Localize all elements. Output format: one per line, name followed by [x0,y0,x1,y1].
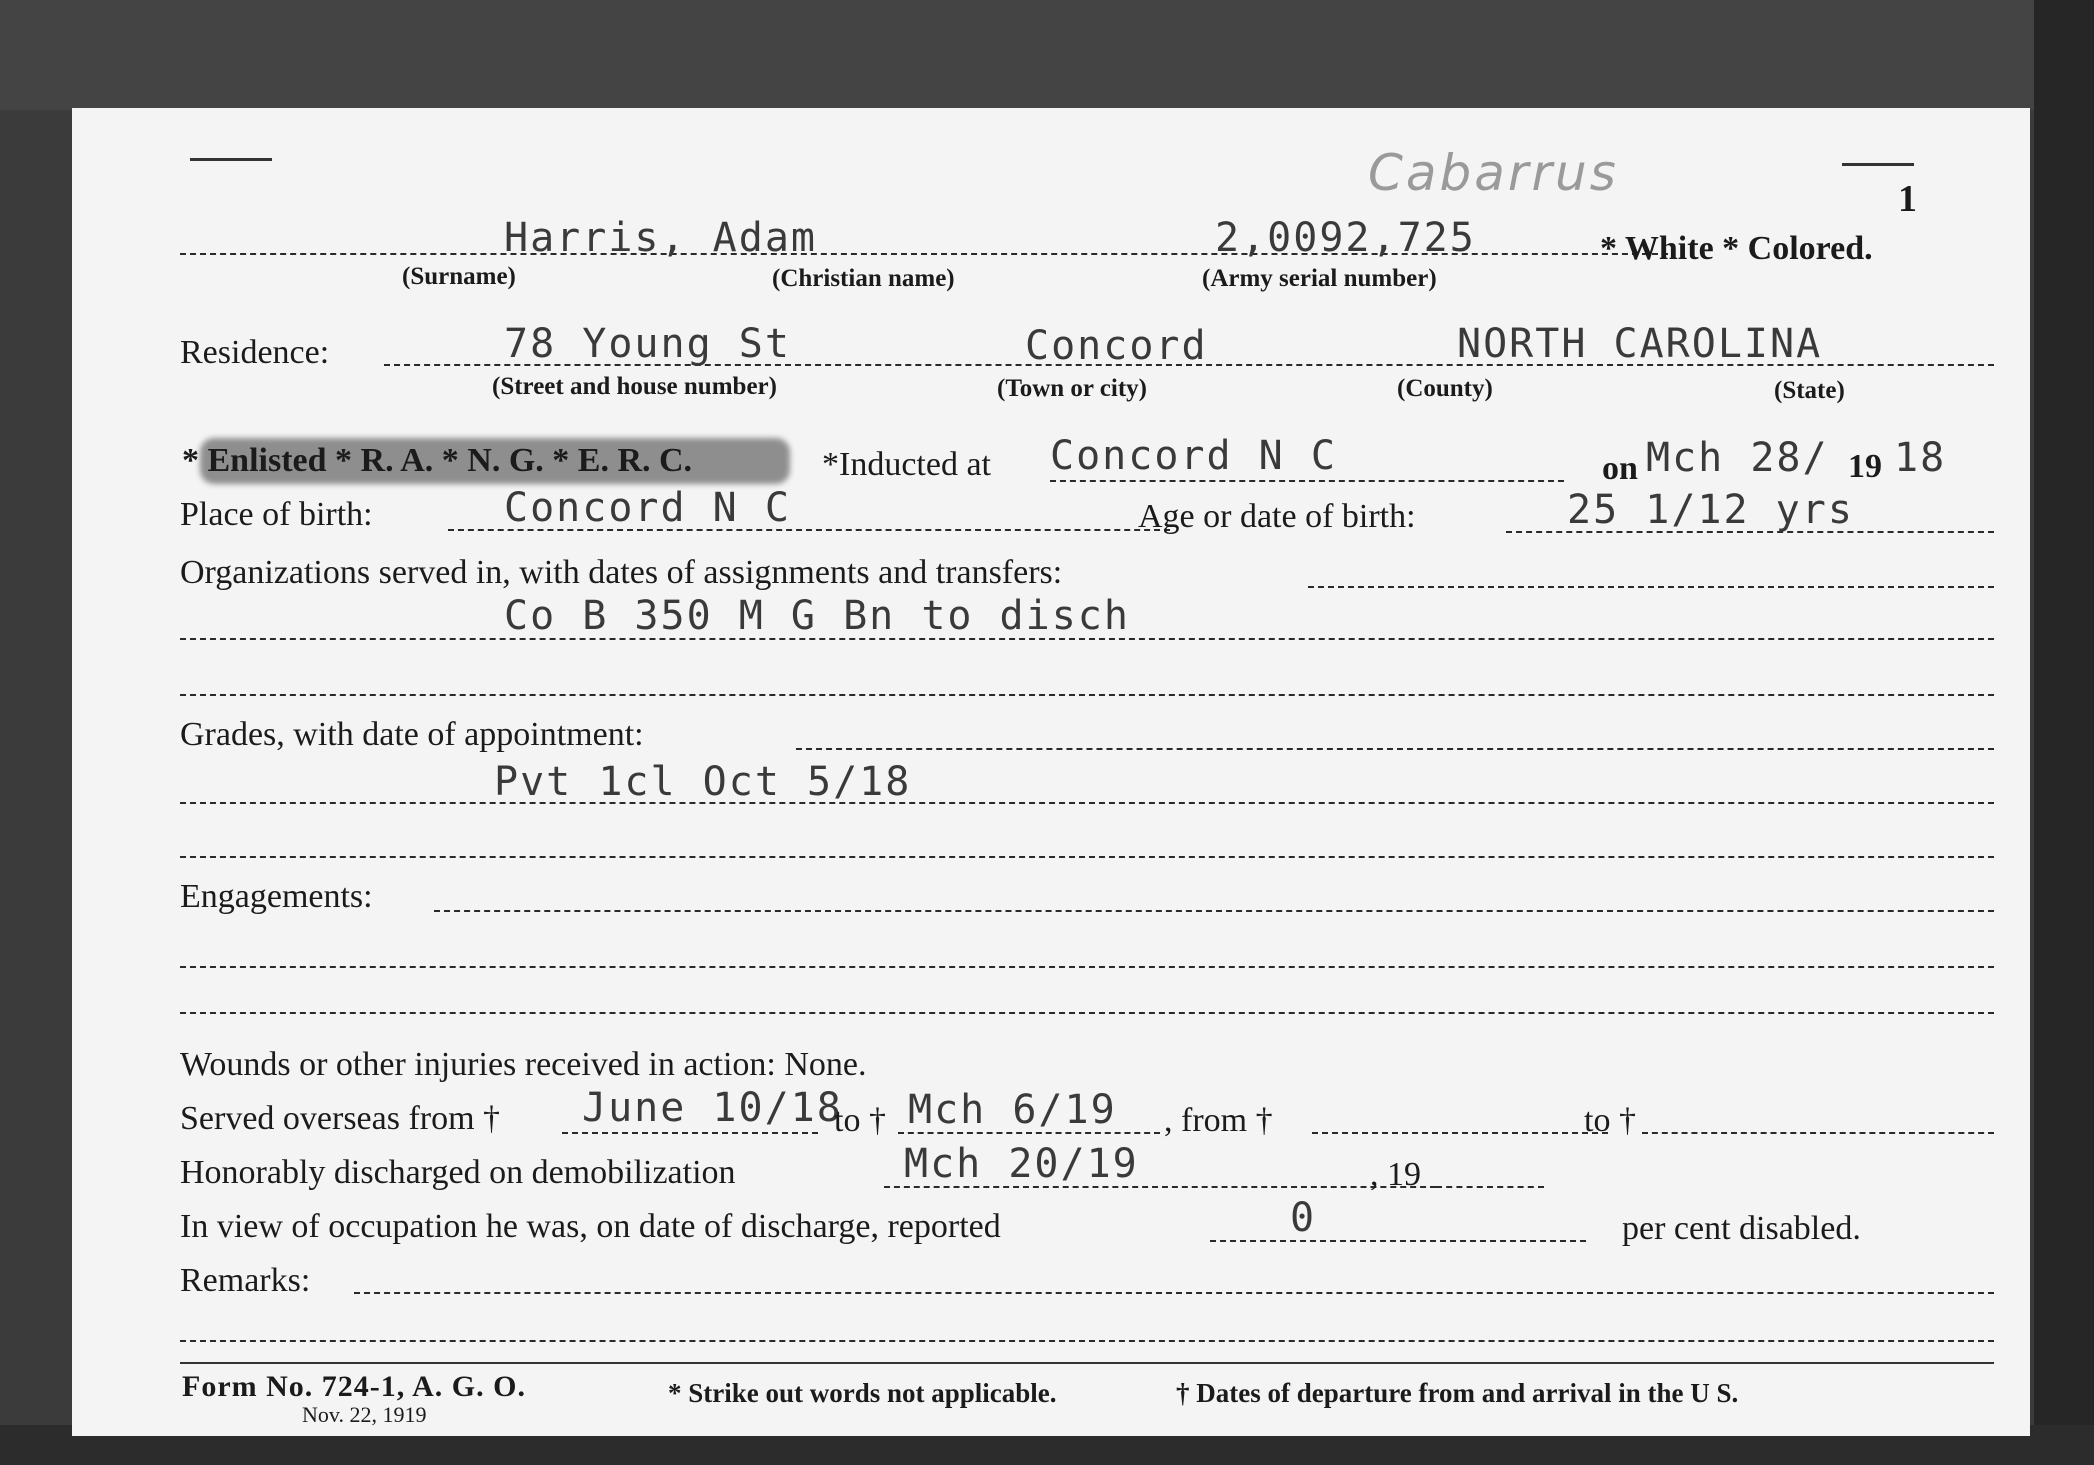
serial-number-value: 2,0092,725 [1215,215,1476,261]
footer-rule [180,1362,1994,1364]
overseas-to2-label: to † [1584,1102,1636,1139]
overseas-to-value: Mch 6/19 [908,1087,1117,1133]
overseas-from2-label: , from † [1164,1102,1273,1139]
residence-street-value: 78 Young St [504,321,791,367]
inducted-at-label: *Inducted at [822,446,991,483]
induction-year-prefix: 19 [1848,448,1882,485]
dates-note: † Dates of departure from and arrival in the U S. [1176,1378,1739,1408]
grades-line-2 [180,802,1994,804]
inducted-at-line [1050,480,1564,482]
surname-caption: (Surname) [402,263,516,290]
overseas-from-value: June 10/18 [582,1085,843,1131]
grades-value: Pvt 1cl Oct 5/18 [494,759,912,805]
overseas-to2-line [1642,1132,1994,1134]
place-of-birth-value: Concord N C [504,485,791,531]
remarks-line-2 [180,1340,1994,1342]
strike-out-note: * Strike out words not applicable. [668,1378,1057,1408]
disability-line [1210,1240,1586,1242]
race-options: * White * Colored. [1600,230,1873,267]
overseas-from-line [562,1132,818,1134]
inducted-at-value: Concord N C [1050,433,1337,479]
organizations-line-1 [1308,586,1994,588]
place-of-birth-label: Place of birth: [180,496,373,533]
disability-suffix: per cent disabled. [1622,1210,1861,1247]
residence-state-value: NORTH CAROLINA [1457,321,1823,367]
induction-year-suffix: 18 [1894,435,1947,481]
surname-christian-value: Harris, Adam [504,215,817,261]
organizations-label: Organizations served in, with dates of assignments and transfers: [180,554,1063,591]
overseas-from2-line [1312,1132,1608,1134]
disability-label: In view of occupation he was, on date of discharge, reported [180,1208,1001,1245]
service-record-card [72,108,2030,1436]
induction-date-value: Mch 28/ [1646,435,1829,481]
engagements-line-3 [180,1012,1994,1014]
form-date: Nov. 22, 1919 [302,1402,427,1427]
engagements-line-2 [180,966,1994,968]
state-caption: (State) [1774,377,1845,404]
grades-line-1 [796,748,1994,750]
grades-line-3 [180,856,1994,858]
age-label: Age or date of birth: [1138,498,1416,535]
card-number: 1 [1898,178,1917,220]
overseas-to-label: to † [834,1102,886,1139]
scan-background-top [0,0,2094,110]
christian-name-caption: (Christian name) [772,265,955,292]
overseas-from-label: Served overseas from † [180,1100,501,1137]
discharge-year-label: , 19 [1370,1156,1421,1193]
age-value: 25 1/12 yrs [1567,487,1854,533]
discharge-label: Honorably discharged on demobilization [180,1154,736,1191]
on-label: on [1602,450,1638,487]
organizations-line-3 [180,694,1994,696]
residence-town-value: Concord [1025,323,1208,369]
county-handwritten-note: Cabarrus [1368,144,1619,202]
remarks-line-1 [354,1292,1994,1294]
grades-label: Grades, with date of appointment: [180,716,644,753]
enlistment-options: * Enlisted * R. A. * N. G. * E. R. C. [182,442,693,479]
engagements-line-1 [434,910,1994,912]
form-number: Form No. 724-1, A. G. O. [182,1370,526,1403]
corner-rule-right [1842,163,1914,166]
street-caption: (Street and house number) [492,373,777,400]
remarks-label: Remarks: [180,1262,311,1299]
county-caption: (County) [1397,375,1493,402]
discharge-date-value: Mch 20/19 [904,1141,1139,1187]
organizations-value: Co B 350 M G Bn to disch [504,593,1130,639]
disability-value: 0 [1290,1195,1317,1241]
residence-label: Residence: [180,334,330,371]
discharge-year-line [1436,1186,1544,1188]
scan-background-right [2034,0,2094,1465]
corner-rule-left [190,158,272,161]
wounds-label: Wounds or other injuries received in action: None. [180,1046,867,1083]
engagements-label: Engagements: [180,878,373,915]
serial-number-caption: (Army serial number) [1202,265,1437,292]
town-caption: (Town or city) [997,375,1147,402]
